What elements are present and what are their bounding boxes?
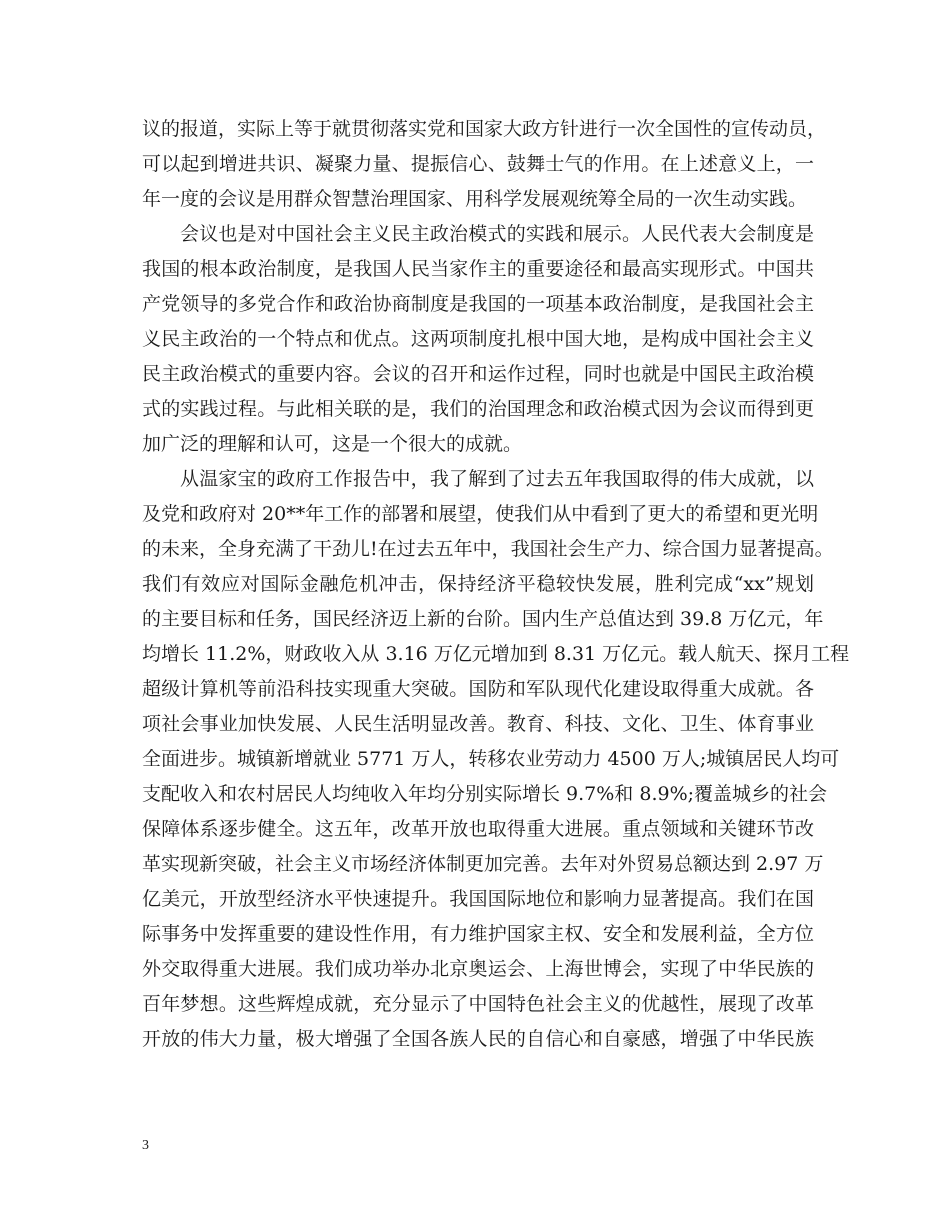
text-line: 民主政治模式的重要内容。会议的召开和运作过程，同时也就是中国民主政治模	[142, 363, 814, 385]
text-line: 及党和政府对 20**年工作的部署和展望，使我们从中看到了更大的希望和更光明	[142, 503, 819, 525]
text-line: 革实现新突破，社会主义市场经济体制更加完善。去年对外贸易总额达到 2.97 万	[142, 853, 824, 875]
text-line: 亿美元，开放型经济水平快速提升。我国国际地位和影响力显著提高。我们在国	[142, 888, 814, 910]
text-line: 从温家宝的政府工作报告中，我了解到了过去五年我国取得的伟大成就，以	[180, 468, 814, 490]
text-line: 开放的伟大力量，极大增强了全国各族人民的自信心和自豪感，增强了中华民族	[142, 1028, 814, 1050]
text-line: 超级计算机等前沿科技实现重大突破。国防和军队现代化建设取得重大成就。各	[142, 678, 814, 700]
text-line: 百年梦想。这些辉煌成就，充分显示了中国特色社会主义的优越性，展现了改革	[142, 993, 814, 1015]
text-line: 项社会事业加快发展、人民生活明显改善。教育、科技、文化、卫生、体育事业	[142, 713, 814, 735]
text-line: 际事务中发挥重要的建设性作用，有力维护国家主权、安全和发展利益，全方位	[142, 923, 814, 945]
text-line: 的未来，全身充满了干劲儿!在过去五年中，我国社会生产力、综合国力显著提高。	[142, 538, 834, 560]
text-line: 外交取得重大进展。我们成功举办北京奥运会、上海世博会，实现了中华民族的	[142, 958, 814, 980]
text-line: 义民主政治的一个特点和优点。这两项制度扎根中国大地，是构成中国社会主义	[142, 328, 814, 350]
text-line: 保障体系逐步健全。这五年，改革开放也取得重大进展。重点领域和关键环节改	[142, 818, 814, 840]
text-line: 支配收入和农村居民人均纯收入年均分别实际增长 9.7%和 8.9%;覆盖城乡的社会	[142, 783, 828, 805]
text-line: 式的实践过程。与此相关联的是，我们的治国理念和政治模式因为会议而得到更	[142, 398, 814, 420]
text-line: 我们有效应对国际金融危机冲击，保持经济平稳较快发展，胜利完成“xx”规划	[142, 573, 814, 595]
body-text	[142, 112, 850, 1057]
text-line: 全面进步。城镇新增就业 5771 万人，转移农业劳动力 4500 万人;城镇居民人均可	[142, 748, 840, 770]
text-line: 加广泛的理解和认可，这是一个很大的成就。	[142, 433, 523, 455]
text-line: 产党领导的多党合作和政治协商制度是我国的一项基本政治制度，是我国社会主	[142, 293, 814, 315]
text-line: 会议也是对中国社会主义民主政治模式的实践和展示。人民代表大会制度是	[180, 223, 814, 245]
text-line: 可以起到增进共识、凝聚力量、提振信心、鼓舞士气的作用。在上述意义上，一	[142, 153, 814, 175]
page-number: 3	[142, 1138, 149, 1153]
text-line: 我国的根本政治制度，是我国人民当家作主的重要途径和最高实现形式。中国共	[142, 258, 814, 280]
text-line: 的主要目标和任务，国民经济迈上新的台阶。国内生产总值达到 39.8 万亿元，年	[142, 608, 824, 630]
text-line: 均增长 11.2%，财政收入从 3.16 万亿元增加到 8.31 万亿元。载人航天、探月工程	[142, 643, 850, 665]
text-line: 年一度的会议是用群众智慧治理国家、用科学发展观统筹全局的一次生动实践。	[142, 188, 808, 210]
text-line: 议的报道，实际上等于就贯彻落实党和国家大政方针进行一次全国性的宣传动员，	[142, 118, 827, 140]
